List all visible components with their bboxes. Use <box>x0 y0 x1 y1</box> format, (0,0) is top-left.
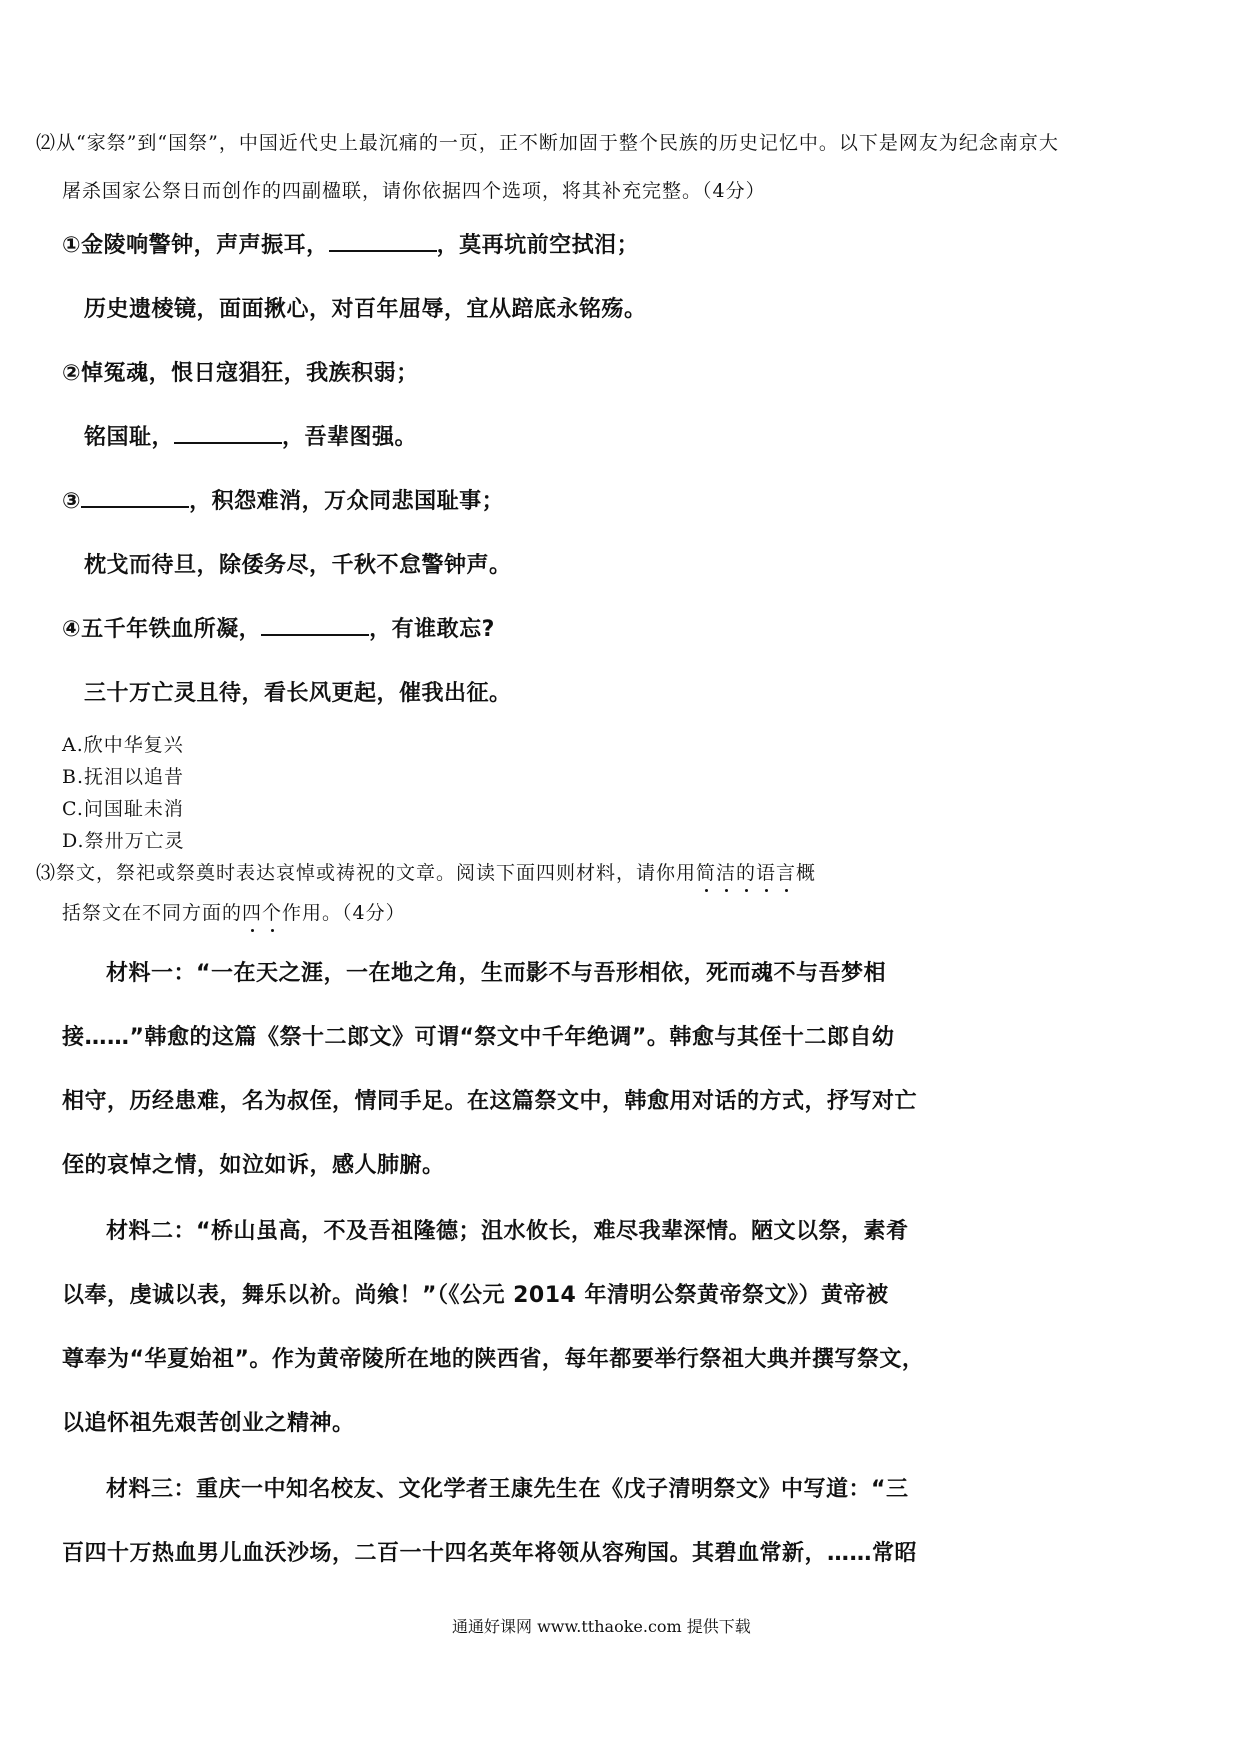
material2-line4: 以追怀祖先艰苦创业之精神。 <box>62 1411 355 1436</box>
couplet1-upper-post: ，莫再坑前空拭泪； <box>436 233 640 258</box>
couplet2-upper: ②悼冤魂，恨日寇猖狂，我族积弱； <box>62 361 419 386</box>
couplet4-upper-post: ，有谁敢忘? <box>369 617 495 642</box>
couplet3-upper-pre: ③ <box>62 489 82 514</box>
option-a: A.欣中华复兴 <box>62 734 184 756</box>
option-d: D.祭卅万亡灵 <box>62 830 185 852</box>
emphasis-text-2: 四个 <box>242 902 283 924</box>
emphasis-dots <box>242 929 282 937</box>
couplet4-upper-pre: ④五千年铁血所凝， <box>62 617 262 642</box>
couplet3-upper <box>62 484 504 515</box>
couplet1-blank[interactable] <box>329 249 437 252</box>
q2-intro-line1: ⑵从“家祭”到“国祭”，中国近代史上最沉痛的一页，正不断加固于整个民族的历史记忆中。以下是网友为纪念南京大 <box>36 132 1059 154</box>
material1-line4: 侄的哀悼之情，如泣如诉，感人肺腑。 <box>62 1153 445 1178</box>
material1-line1 <box>106 956 886 987</box>
couplet1-upper <box>62 228 639 259</box>
material3-label: 材料三： <box>106 1477 197 1502</box>
q3-line2-post: 作用。（4分） <box>282 902 406 924</box>
material1-label: 材料一： <box>106 961 197 986</box>
couplet3-lower: 枕戈而待旦，除倭务尽，千秋不怠警钟声。 <box>84 553 512 578</box>
couplet2-lower <box>84 420 417 451</box>
emphasis-dotted-text <box>242 898 282 925</box>
option-b: B.抚泪以追昔 <box>62 766 185 788</box>
material1-line2: 接……”韩愈的这篇《祭十二郎文》可谓“祭文中千年绝调”。韩愈与其侄十二郎自幼 <box>62 1025 895 1050</box>
material3-text: 重庆一中知名校友、文化学者王康先生在《戊子清明祭文》中写道：“三 <box>196 1477 909 1502</box>
q3-line2-pre: 括祭文在不同方面的 <box>62 902 243 924</box>
q2-intro-line2: 屠杀国家公祭日而创作的四副楹联，请你依据四个选项，将其补充完整。（4分） <box>62 180 766 202</box>
material1-line3: 相守，历经患难，名为叔侄，情同手足。在这篇祭文中，韩愈用对话的方式，抒写对亡 <box>62 1089 918 1114</box>
material2-line3: 尊奉为“华夏始祖”。作为黄帝陵所在地的陕西省，每年都要举行祭祖大典并撰写祭文， <box>62 1347 925 1372</box>
material1-text: “一在天之涯，一在地之角，生而影不与吾形相依，死而魂不与吾梦相 <box>196 961 886 986</box>
material2-line2: 以奉，虔诚以表，舞乐以祄。尚飨！”（《公元 2014 年清明公祭黄帝祭文》）黄帝被 <box>62 1283 889 1308</box>
couplet3-upper-post: ，积怨难消，万众同悲国耻事； <box>189 489 505 514</box>
material3-line2: 百四十万热血男儿血沃沙场，二百一十四名英年将领从容殉国。其碧血常新，……常昭 <box>62 1541 918 1566</box>
page-footer: 通通好课网 www.tthaoke.com 提供下载 <box>452 1617 751 1636</box>
couplet2-lower-post: ，吾辈图强。 <box>282 425 418 450</box>
q3-intro-line2 <box>62 898 406 925</box>
emphasis-text-1: 简洁的语言 <box>696 862 797 884</box>
material2-line1 <box>106 1214 908 1245</box>
material2-label: 材料二： <box>106 1219 197 1244</box>
couplet4-upper <box>62 612 495 643</box>
couplet2-lower-pre: 铭国耻， <box>84 425 175 450</box>
couplet1-lower: 历史遗棱镜，面面揪心，对百年屈辱，宜从踣底永铭殇。 <box>84 297 647 322</box>
emphasis-dots <box>696 889 796 897</box>
couplet2-blank[interactable] <box>174 441 282 444</box>
couplet3-blank[interactable] <box>81 505 189 508</box>
couplet1-upper-pre: ①金陵响警钟，声声振耳， <box>62 233 329 258</box>
emphasis-dotted-text <box>696 858 796 885</box>
q3-line1-post: 概 <box>796 862 817 884</box>
couplet4-lower: 三十万亡灵且待，看长风更起，催我出征。 <box>84 681 512 706</box>
option-c: C.问国耻未消 <box>62 798 184 820</box>
material3-line1 <box>106 1472 908 1503</box>
q3-line1-pre: ⑶祭文，祭祀或祭奠时表达哀悼或祷祝的文章。阅读下面四则材料，请你用 <box>36 862 697 884</box>
couplet4-blank[interactable] <box>261 633 369 636</box>
q3-intro-line1 <box>36 858 816 885</box>
material2-text: “桥山虽高，不及吾祖隆德；沮水攸长，难尽我辈深情。陋文以祭，素肴 <box>196 1219 909 1244</box>
